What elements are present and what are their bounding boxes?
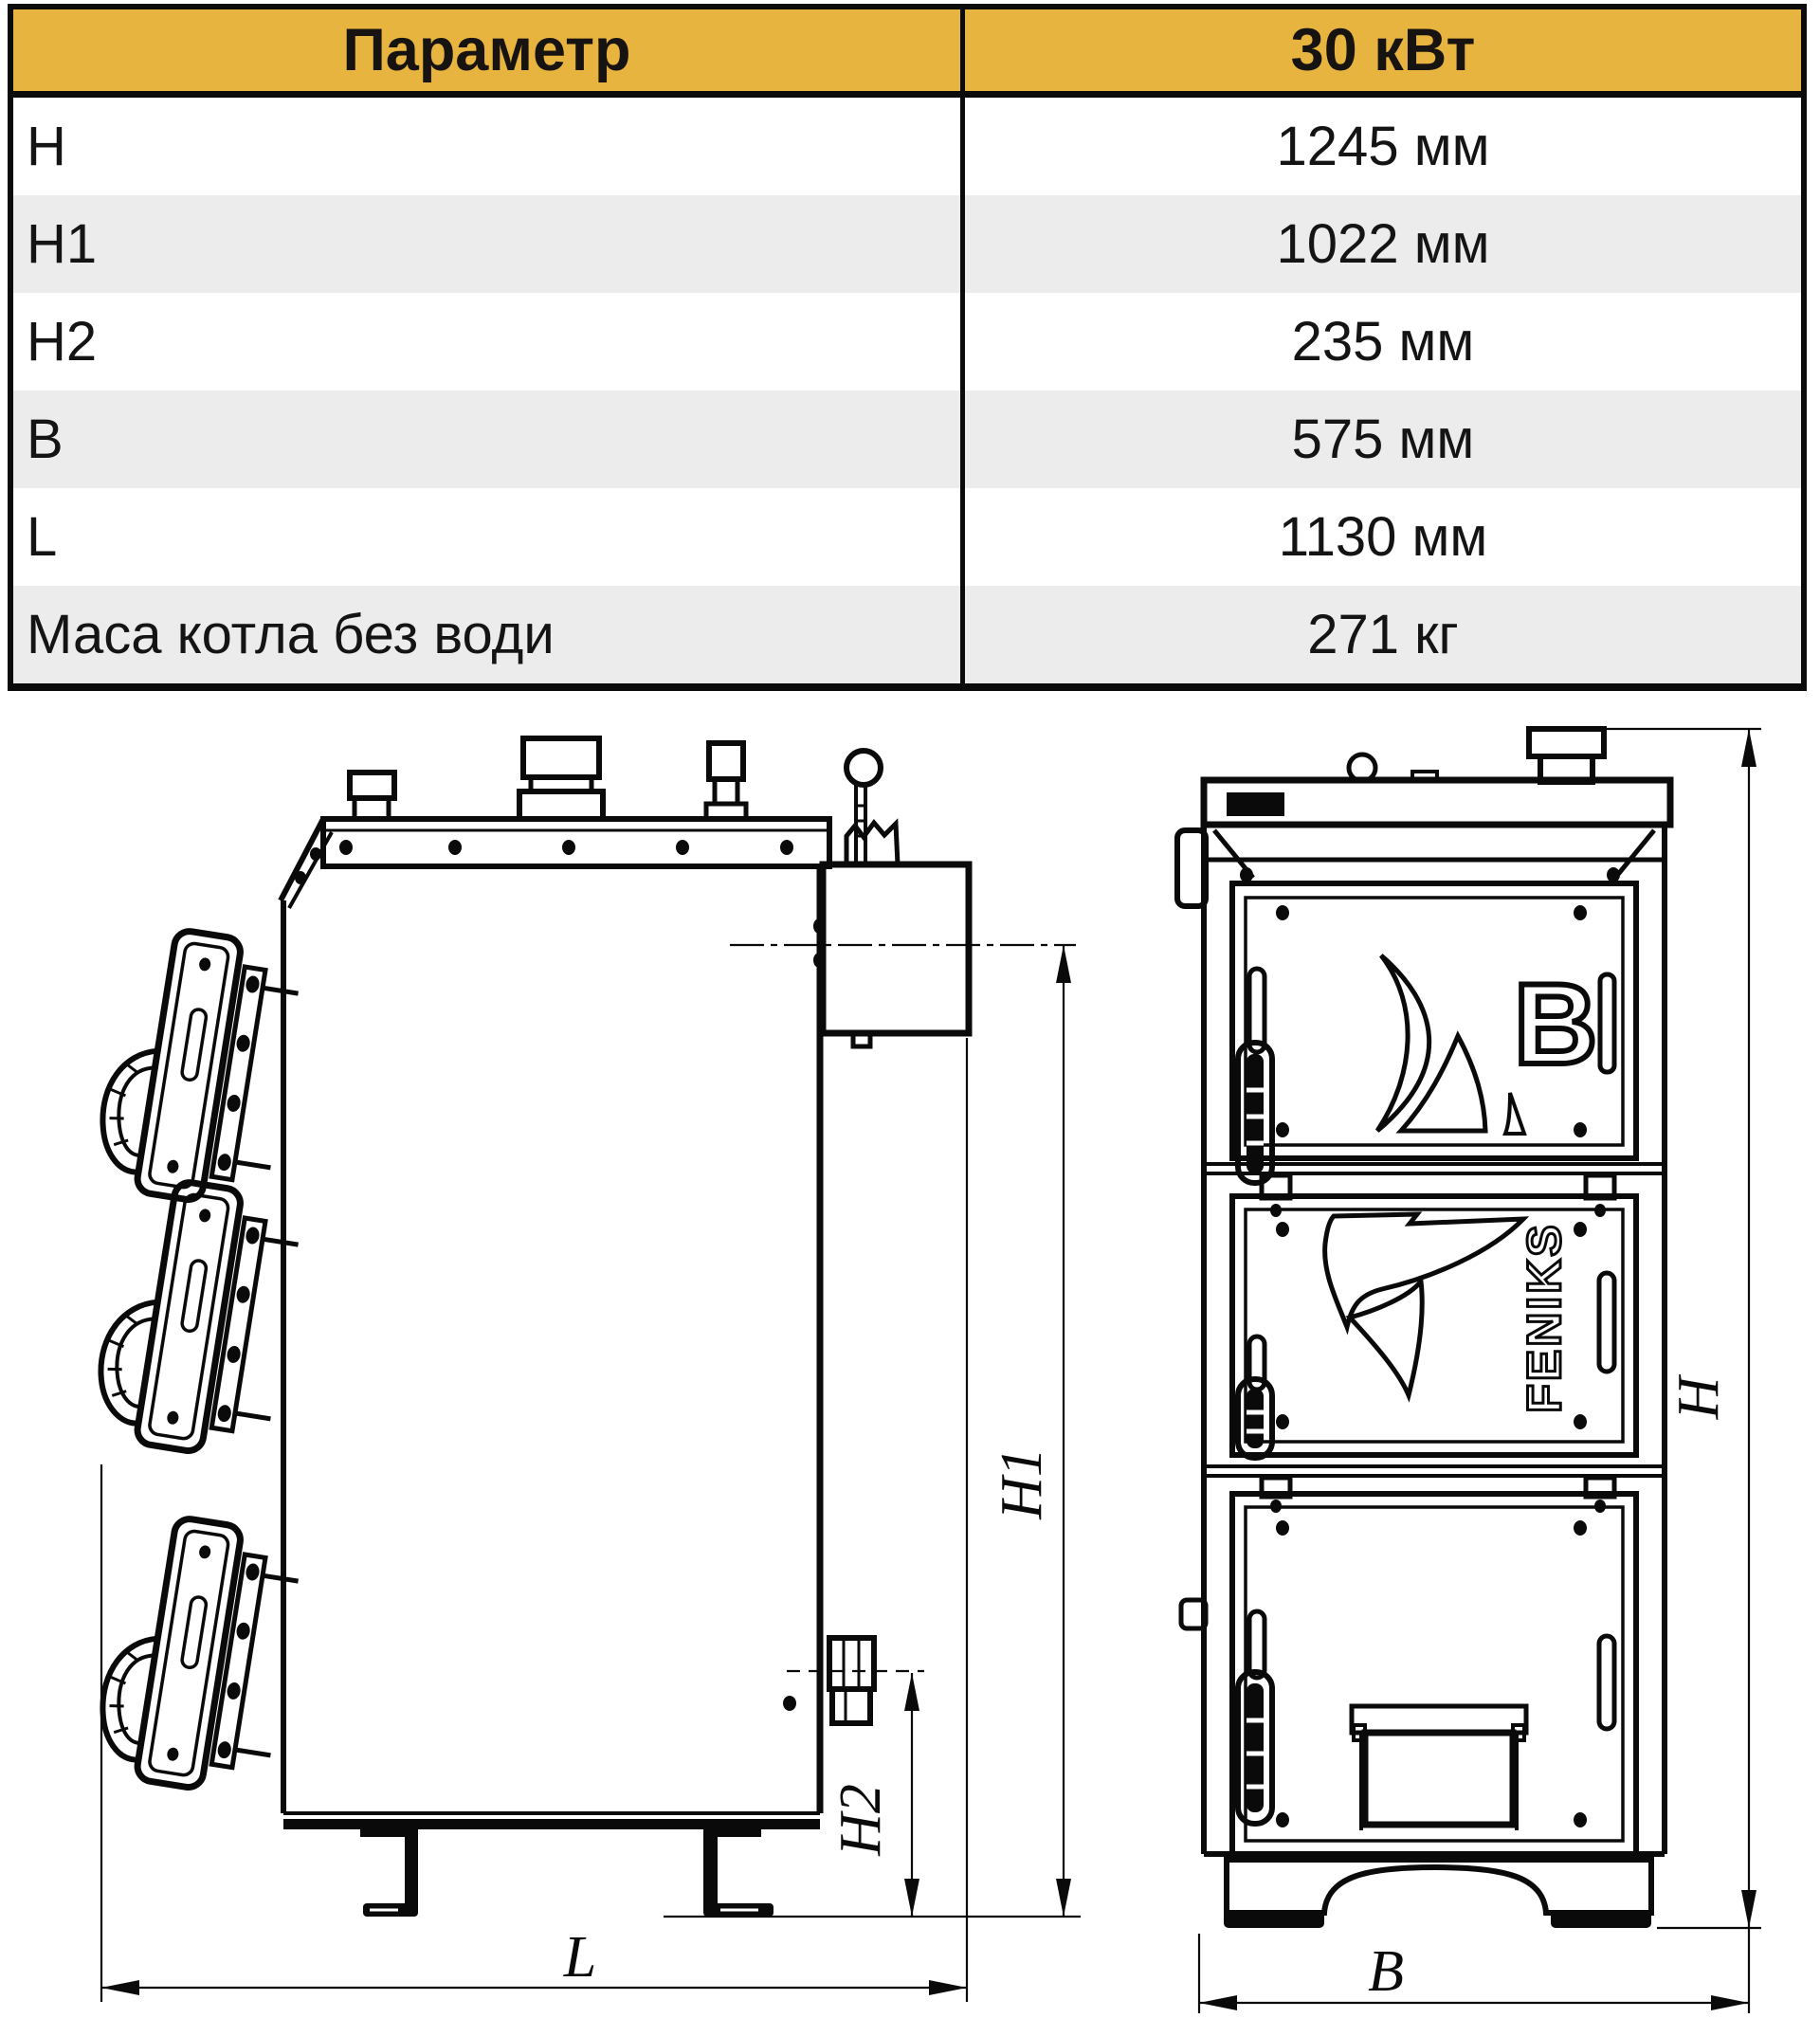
row-value: 1245 мм	[960, 98, 1801, 195]
row-label: H2	[27, 311, 98, 373]
dimension-label-h2: H2	[828, 1784, 893, 1856]
dimension-b	[1199, 1928, 1749, 2013]
row-label: H	[27, 116, 66, 177]
side-foot-right	[703, 1829, 774, 1917]
nameplate	[1227, 792, 1284, 816]
flange-assembly-middle	[90, 1173, 305, 1464]
row-value: 575 мм	[960, 391, 1801, 488]
dimension-label-b: B	[1368, 1939, 1404, 2004]
dimension-l	[101, 1038, 967, 2002]
side-chimney-stub	[519, 738, 603, 819]
side-view	[90, 738, 1076, 1917]
row-value: 1130 мм	[960, 488, 1801, 586]
table-row	[13, 488, 1801, 586]
flange-assembly-top	[91, 922, 304, 1211]
door-top	[1232, 883, 1636, 1183]
front-view	[1177, 729, 1670, 1928]
header-param: Параметр	[342, 17, 631, 83]
table-row	[13, 293, 1801, 391]
row-label: H1	[27, 213, 98, 275]
brand-name-logo: FENIKS	[1518, 1222, 1571, 1413]
door-top-handle	[1238, 969, 1272, 1183]
table-row	[13, 586, 1801, 683]
flange-assembly-bottom	[91, 1510, 304, 1799]
draft-regulator-lever	[846, 751, 898, 864]
dimension-h1	[664, 945, 1081, 1917]
table-row	[13, 98, 1801, 195]
row-label: B	[27, 409, 64, 470]
regulator-box	[823, 864, 969, 1046]
ash-door-opening	[1352, 1706, 1526, 1830]
table-row	[13, 391, 1801, 488]
row-value: 1022 мм	[960, 195, 1801, 293]
row-label: Маса котла без води	[27, 604, 555, 665]
row-value: 271 кг	[960, 586, 1801, 683]
side-top-plate	[323, 819, 829, 866]
spec-table	[8, 4, 1807, 691]
dimension-label-l: L	[563, 1925, 597, 1990]
row-value: 235 мм	[960, 293, 1801, 391]
spec-table-header	[13, 9, 1801, 98]
door-lower-handle	[1238, 1611, 1272, 1824]
front-chimney-stub	[1529, 729, 1604, 782]
door-lower	[1232, 1494, 1636, 1854]
header-power: 30 кВт	[960, 9, 1801, 91]
table-row	[13, 195, 1801, 293]
door-middle-handle	[1238, 1336, 1272, 1458]
dimension-label-h1: H1	[990, 1447, 1054, 1519]
brand-letter-logo: B	[1513, 959, 1598, 1088]
side-foot-left	[363, 1829, 418, 1917]
side-top-stub-small-left	[350, 773, 394, 819]
dimension-h	[1604, 729, 1761, 1928]
dimension-h2	[828, 1673, 919, 1917]
front-top-plate	[1204, 780, 1670, 825]
side-top-stub-small-right	[706, 743, 746, 819]
front-pedestal	[1224, 1860, 1651, 1928]
side-body	[283, 866, 829, 1837]
row-label: L	[27, 506, 58, 568]
flame-logo-middle-door	[1325, 1214, 1523, 1395]
dimension-label-h: H	[1666, 1376, 1731, 1420]
door-middle	[1232, 1196, 1636, 1458]
flame-logo-top-door	[1377, 955, 1524, 1134]
drain-valve	[787, 1638, 924, 1723]
